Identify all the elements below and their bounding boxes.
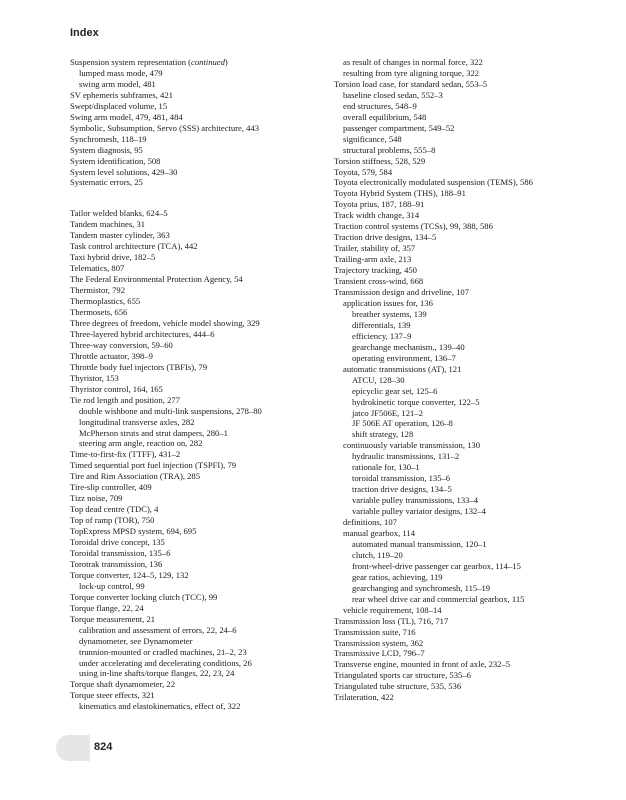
index-subentry: gearchanging and synchromesh, 115–19: [352, 582, 491, 593]
index-subentry: kinematics and elastokinematics, effect of, 322: [79, 701, 241, 712]
index-entry: Thermistor, 792: [70, 285, 126, 296]
index-entry: Tizz noise, 709: [70, 493, 123, 504]
page-tab-shape: [56, 735, 90, 761]
index-entry: Transmission design and driveline, 107: [334, 287, 470, 298]
index-subentry: definitions, 107: [343, 517, 397, 528]
index-subentry: continuously variable transmission, 130: [343, 440, 481, 451]
index-subentry: breather systems, 139: [352, 308, 427, 319]
index-entry: Three degrees of freedom, vehicle model showing, 329: [70, 317, 260, 328]
index-subentry: lumped mass mode, 479: [79, 67, 163, 78]
index-entry: Thermoplastics, 655: [70, 296, 141, 307]
index-entry: System diagnosis, 95: [70, 144, 143, 155]
index-entry: Transmissive LCD, 796–7: [334, 648, 425, 659]
index-entry: Torque flange, 22, 24: [70, 602, 144, 613]
index-entry: Traction drive designs, 134–5: [334, 232, 437, 243]
index-subentry: manual gearbox, 114: [343, 527, 415, 538]
index-subentry: efficiency, 137–9: [352, 330, 412, 341]
index-entry: System level solutions, 429–30: [70, 166, 178, 177]
index-subentry: structural problems, 555–8: [343, 144, 436, 155]
index-entry: Throttle body fuel injectors (TBFIs), 79: [70, 361, 207, 372]
index-subentry: variable pulley variator designs, 132–4: [352, 506, 486, 517]
index-subentry: application issues for, 136: [343, 297, 433, 308]
index-subentry: trunnion-mounted or cradled machines, 21–2, 23: [79, 646, 247, 657]
index-entry: Trailing-arm axle, 213: [334, 254, 412, 265]
index-entry: Tie rod length and position, 277: [70, 394, 180, 405]
index-entry: SV ephemeris subframes, 421: [70, 89, 173, 100]
index-entry: Systematic errors, 25: [70, 177, 143, 188]
index-subentry: clutch, 119–20: [352, 549, 403, 560]
index-subentry: rationale for, 130–1: [352, 462, 420, 473]
index-entry: Transverse engine, mounted in front of axle, 232–5: [334, 659, 511, 670]
index-entry: Traction control systems (TCSs), 99, 388, 586: [334, 221, 493, 232]
index-subentry: gearchange mechanism., 139–40: [352, 341, 465, 352]
index-subentry: automated manual transmission, 120–1: [352, 538, 487, 549]
index-entry: Swing arm model, 479, 481, 484: [70, 111, 183, 122]
index-entry: Torque steer effects, 321: [70, 690, 155, 701]
index-entry: Task control architecture (TCA), 442: [70, 241, 198, 252]
index-entry: Three-layered hybrid architectures, 444–6: [70, 328, 215, 339]
index-entry: Torque converter, 124–5, 129, 132: [70, 569, 189, 580]
index-subentry: longitudinal transverse axles, 282: [79, 416, 195, 427]
index-entry: Synchromesh, 118–19: [70, 133, 147, 144]
index-entry: Thermosets, 656: [70, 307, 128, 318]
index-entry: Symbolic, Subsumption, Servo (SSS) architecture, 443: [70, 122, 260, 133]
page-number-tab: [56, 735, 113, 761]
index-subentry: traction drive designs, 134–5: [352, 484, 452, 495]
index-entry: System identification, 508: [70, 155, 161, 166]
index-entry: Torque converter locking clutch (TCC), 99: [70, 591, 218, 602]
index-subentry: passenger compartment, 549–52: [343, 122, 455, 133]
index-entry: Suspension system representation (continued): [70, 57, 228, 67]
index-entry: Toyota electronically modulated suspension (TEMS), 586: [334, 177, 533, 188]
index-entry: Trajectory tracking, 450: [334, 265, 417, 276]
index-entry: Toyota prius, 187, 188–91: [334, 199, 425, 210]
index-subentry: jatco JF506E, 121–2: [352, 407, 423, 418]
index-entry: Transient cross-wind, 668: [334, 276, 424, 287]
page-number: 824: [94, 741, 113, 753]
section-gap: [70, 188, 332, 208]
index-entry: Trailer, stability of, 357: [334, 243, 416, 254]
index-subentry: McPherson struts and strut dampers, 280–1: [79, 427, 228, 438]
index-subentry: hydrokinetic torque converter, 122–5: [352, 396, 480, 407]
index-subentry: under accelerating and decelerating conditions, 26: [79, 657, 252, 668]
index-entry: Thyristor control, 164, 165: [70, 383, 163, 394]
index-subentry: as result of changes in normal force, 322: [343, 57, 483, 67]
index-subentry: rear wheel drive car and commercial gearbox, 115: [352, 593, 525, 604]
index-subentry: front-wheel-drive passenger car gearbox, 114–15: [352, 560, 521, 571]
index-subentry: differentials, 139: [352, 319, 411, 330]
index-entry: Throttle actuator, 398–9: [70, 350, 153, 361]
index-column-left: [70, 57, 332, 712]
index-entry: Tandem master cylinder, 363: [70, 230, 170, 241]
index-entry: TopExpress MPSD system, 694, 695: [70, 526, 197, 537]
index-entry: Tandem machines, 31: [70, 219, 146, 230]
index-subentry: automatic transmissions (AT), 121: [343, 363, 462, 374]
index-entry: Transmission system, 362: [334, 637, 424, 648]
index-entry: Trilateration, 422: [334, 692, 394, 703]
index-subentry: shift strategy, 128: [352, 429, 414, 440]
index-entry: Tailor welded blanks, 624–5: [70, 208, 168, 219]
index-entry: Top dead centre (TDC), 4: [70, 504, 159, 515]
index-subentry: double wishbone and multi-link suspensions, 278–80: [79, 405, 262, 416]
index-entry: Thyristor, 153: [70, 372, 119, 383]
index-entry: Swept/displaced volume, 15: [70, 100, 168, 111]
index-entry: Timed sequential port fuel injection (TSPFI), 79: [70, 460, 237, 471]
index-entry: Track width change, 314: [334, 210, 420, 221]
index-entry: Torsion load case, for standard sedan, 553–5: [334, 78, 488, 89]
index-subentry: JF 506E AT operation, 126–8: [352, 418, 453, 429]
index-subentry: vehicle requirement, 108–14: [343, 604, 442, 615]
index-entry: Triangulated tube structure, 535, 536: [334, 681, 462, 692]
index-subentry: calibration and assessment of errors, 22, 24–6: [79, 624, 237, 635]
index-subentry: resulting from tyre aligning torque, 322: [343, 67, 480, 78]
index-entry: The Federal Environmental Protection Agency, 54: [70, 274, 243, 285]
index-subentry: baseline closed sedan, 552–3: [343, 89, 443, 100]
index-entry: Torsion stiffness, 528, 529: [334, 155, 426, 166]
index-entry: Time-to-first-fix (TTFF), 431–2: [70, 449, 181, 460]
index-subentry: overall equilibrium, 548: [343, 111, 427, 122]
page-header-title: Index: [70, 27, 99, 39]
index-subentry: ATCU, 128–30: [352, 374, 405, 385]
index-entry: Transmission suite, 716: [334, 626, 416, 637]
index-entry: Tire and Rim Association (TRA), 285: [70, 471, 201, 482]
index-entry: Torotrak transmission, 136: [70, 558, 163, 569]
index-subentry: hydraulic transmissions, 131–2: [352, 451, 460, 462]
index-subentry: toroidal transmission, 135–6: [352, 473, 451, 484]
index-subentry: swing arm model, 481: [79, 78, 156, 89]
index-entry: Taxi hybrid drive, 182–5: [70, 252, 156, 263]
index-entry: Three-way conversion, 59–60: [70, 339, 173, 350]
index-subentry: operating environment, 136–7: [352, 352, 456, 363]
index-entry: Toroidal drive concept, 135: [70, 537, 165, 548]
index-subentry: lock-up control, 99: [79, 580, 145, 591]
index-subentry: epicyclic gear set, 125–6: [352, 385, 438, 396]
index-entry: Tire-slip controller, 409: [70, 482, 152, 493]
index-subentry: end structures, 548–9: [343, 100, 417, 111]
index-entry: Top of ramp (TOR), 750: [70, 515, 155, 526]
index-subentry: dynamometer, see Dynamometer: [79, 635, 193, 646]
index-subentry: variable pulley transmissions, 133–4: [352, 495, 479, 506]
index-subentry: significance, 548: [343, 133, 402, 144]
index-entry: Torque shaft dynamometer, 22: [70, 679, 176, 690]
index-entry: Transmission loss (TL), 716, 717: [334, 615, 449, 626]
index-entry: Toyota, 579, 584: [334, 166, 393, 177]
index-subentry: gear ratios, achieving, 119: [352, 571, 443, 582]
index-subentry: using in-line shafts/torque flanges, 22, 23, 24: [79, 668, 235, 679]
index-subentry: steering arm angle, reaction on, 282: [79, 438, 203, 449]
index-entry: Toyota Hybrid System (THS), 188–91: [334, 188, 466, 199]
index-entry: Triangulated sports car structure, 535–6: [334, 670, 471, 681]
index-entry: Toroidal transmission, 135–6: [70, 547, 171, 558]
index-column-right: [334, 57, 596, 703]
index-entry: Torque measurement, 21: [70, 613, 156, 624]
index-entry: Telematics, 807: [70, 263, 125, 274]
